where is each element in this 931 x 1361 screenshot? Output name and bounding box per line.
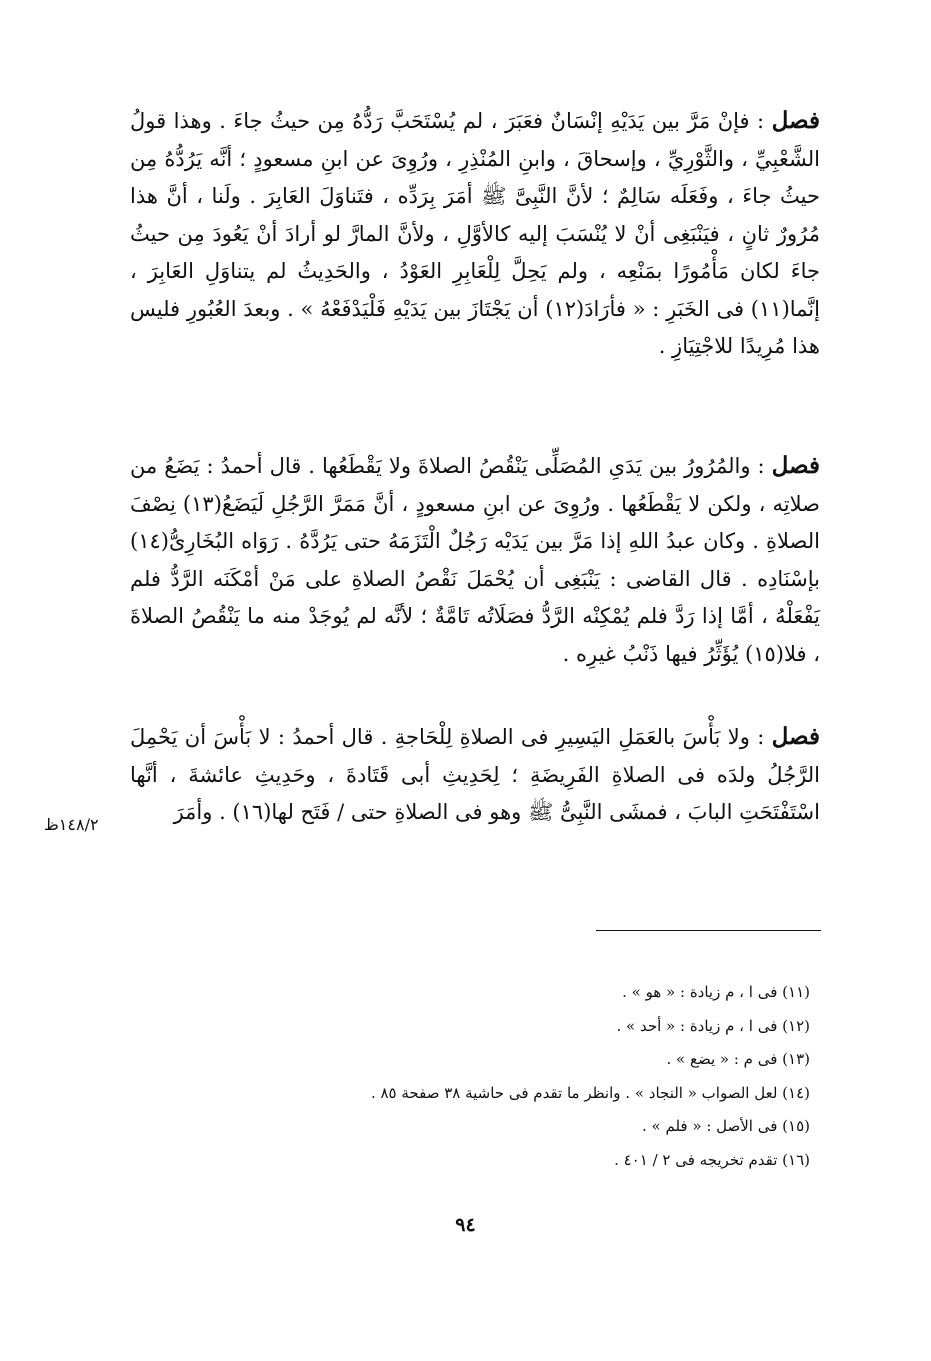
footnote-item: (١٥) فى الأصل : « فلم » . (642, 1117, 810, 1135)
paragraph-2 (130, 447, 820, 673)
footnote-item: (١٢) فى ا ، م زيادة : « أحد » . (616, 1016, 810, 1035)
footnote-item: (١١) فى ا ، م زيادة : « هو » . (622, 983, 810, 1001)
footnote-item: (١٦) تقدم تخريجه فى ٢ / ٤٠١ . (614, 1150, 810, 1169)
manuscript-margin-note: ١٤٨/٢ظ (44, 815, 99, 834)
page-number: ٩٤ (455, 1214, 476, 1236)
footnote-divider (596, 930, 821, 931)
paragraph-1 (130, 102, 820, 366)
paragraph-text: : ولا بَأْسَ بالعَمَلِ اليَسِيرِ فى الصلاةِ لِلْحَاجةِ . قال أحمدُ : لا بَأْسَ أن يَحْمِلَ الرَّجُلُ ولدَه فى الصلاةِ الفَرِيضَةِ ؛ لِحَدِيثِ أبى قَتَادةَ ، وحَدِيثِ عائشةَ ، أنَّها اسْتَفْتَحَتِ البابَ ، فمشَى النَّبِىُّ ﷺ وهو فى الصلاةِ حتى / فَتَح لها(١٦) . وأمَرَ (130, 725, 820, 824)
paragraph-text: : فإنْ مَرَّ بين يَدَيْهِ إنْسَانٌ فعَبَرَ ، لم يُسْتَحَبَّ رَدُّهُ مِن حيثُ جاءَ . وهذا قولُ الشَّعْبِيِّ ، والثَّوْرِيِّ ، وإسحاقَ ، وابنِ المُنْذِرِ ، ورُوِىَ عن ابنِ مسعودٍ ؛ أنَّه يَرُدُّهُ مِن حيثُ جاءَ ، وفَعَلَه سَالِمٌ ؛ لأنَّ النَّبِىَّ ﷺ أمَرَ بِرَدِّه ، فتَناوَلَ العَابِرَ . ولَنا ، أنَّ هذا مُرُورٌ ثانٍ ، فيَنْبَغِى أنْ لا يُنْسَبَ إليه كالأوَّلِ ، ولأنَّ المارَّ لو أرادَ أنْ يَعُودَ مِن حيثُ جاءَ لكان مَأْمُورًا بمَنْعِه ، ولم يَحِلَّ لِلْعَابِرِ العَوْدُ ، والحَدِيثُ لم يتناوَلِ العَابِرَ ، إنَّما(١١) فى الخَبَرِ : « فأرَادَ(١٢) أن يَجْتَازَ بين يَدَيْهِ فَلْيَدْفَعْهُ » . وبعدَ العُبُورِ فليس هذا مُرِيدًا للاجْتِيَازِ . (130, 109, 820, 358)
footnote-item: (١٤) لعل الصواب « النجاد » . وانظر ما تقدم فى حاشية ٣٨ صفحة ٨٥ . (370, 1083, 810, 1102)
footnote-item: (١٣) فى م : « يضع » . (666, 1050, 810, 1068)
section-heading: فصل (771, 107, 820, 134)
paragraph-3 (130, 718, 820, 832)
section-heading: فصل (771, 723, 820, 750)
footnotes-list (130, 976, 820, 1177)
paragraph-text: : والمُرُورُ بين يَدَىِ المُصَلِّى يَنْقُصُ الصلاةَ ولا يَقْطَعُها . قال أحمدُ : يَضَعُ من صلاتِه ، ولكن لا يَقْطَعُها . ورُوِىَ عن ابنِ مسعودٍ ، أنَّ مَمَرَّ الرَّجُلِ لَيَضَعُ(١٣) نِصْفَ الصلاةِ . وكان عبدُ اللهِ إذا مَرَّ بين يَدَيْه رَجُلٌ الْتَزَمَهُ حتى يَرُدَّهُ . رَوَاه البُخَارِىُّ(١٤) بإسْنَادِه . قال القاضى : يَنْبَغِى أن يُحْمَلَ نَقْصُ الصلاةِ على مَنْ أمْكَنَه الرَّدُّ فلم يَفْعَلْهُ ، أمَّا إذا رَدَّ فلم يُمْكِنْه الرَّدُّ فصَلَاتُه تَامَّةٌ ؛ لأنَّه لم يُوجَدْ منه ما يَنْقُصُ الصلاةَ ، فلا(١٥) يُؤَثِّرُ فيها ذَنْبُ غيرِه . (130, 454, 820, 666)
section-heading: فصل (771, 452, 820, 479)
